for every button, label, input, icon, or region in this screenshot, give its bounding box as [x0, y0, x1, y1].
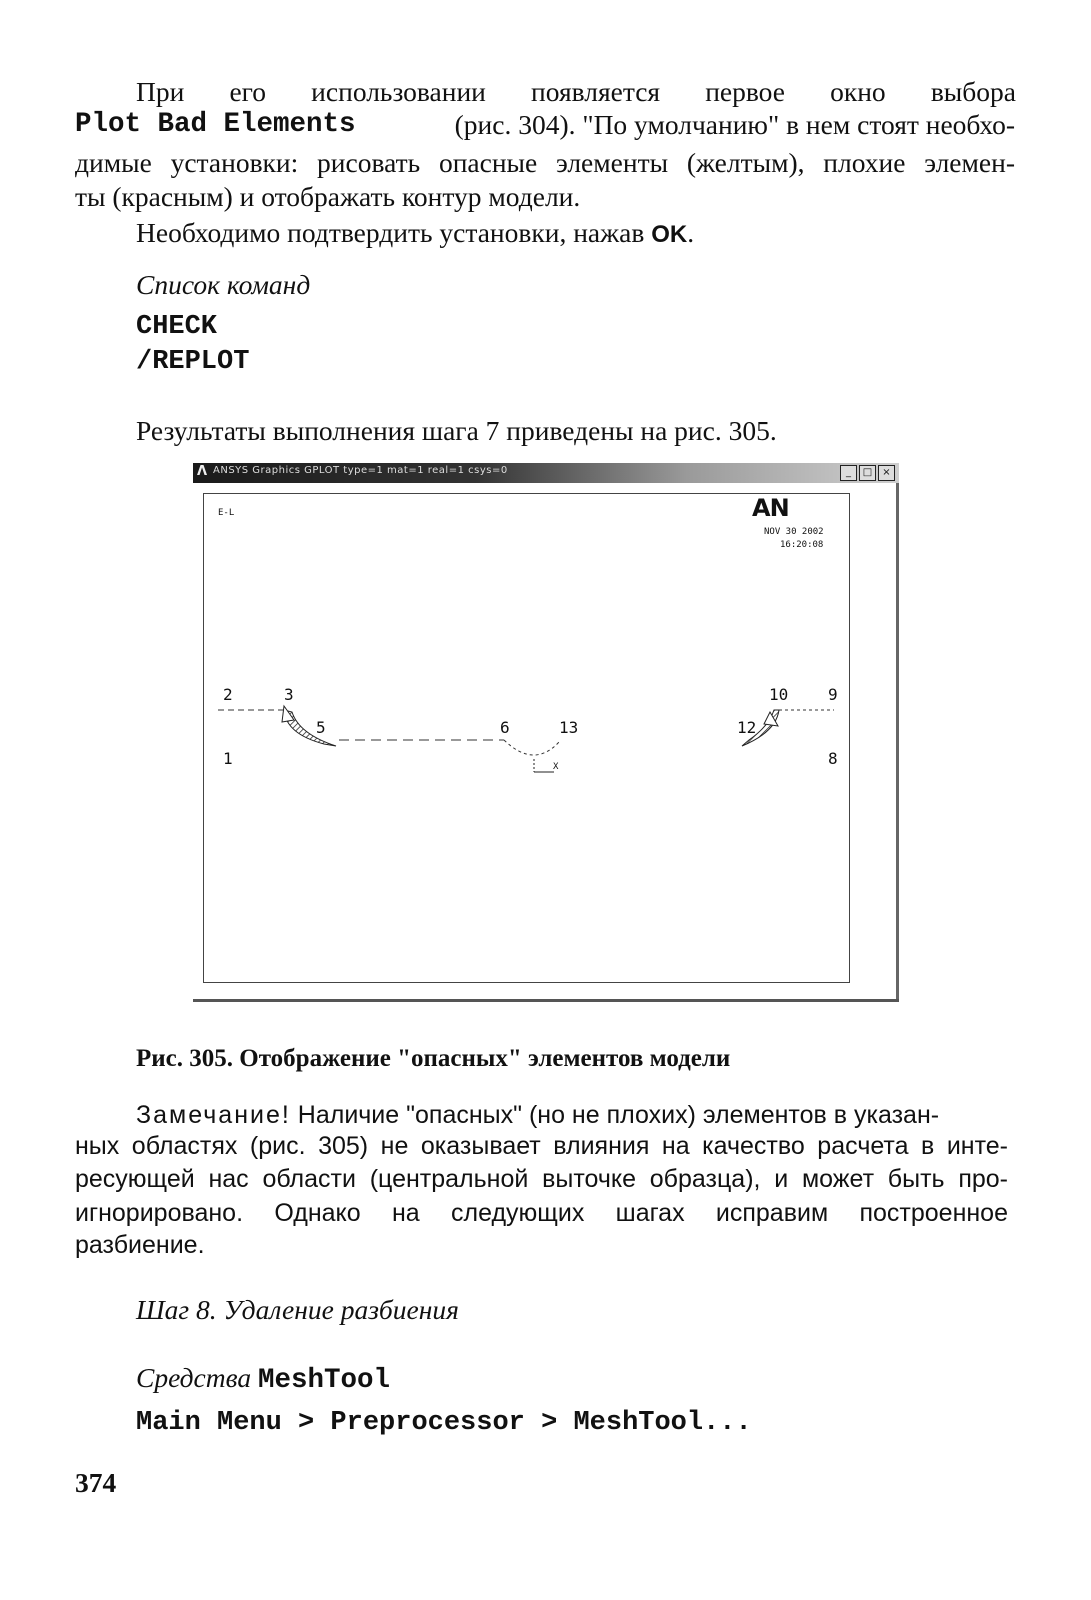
note-lead: Замечание!	[136, 1101, 291, 1129]
ok-keyword: OK	[651, 221, 688, 248]
plot-time: 16:20:08	[780, 540, 824, 550]
axis-label-x: X	[553, 762, 559, 772]
outline-notch	[504, 740, 559, 755]
commands-heading: Список команд	[136, 269, 311, 300]
paragraph-2-end: .	[687, 217, 695, 248]
node-label-10: 10	[769, 685, 789, 704]
tools-line	[136, 1361, 390, 1397]
node-label-1: 1	[223, 749, 233, 768]
node-label-12: 12	[737, 718, 757, 737]
ansys-brand-logo: AN	[752, 494, 789, 522]
ansys-logo-icon: Λ	[197, 464, 208, 479]
node-label-9: 9	[828, 685, 838, 704]
plot-label: E-L	[218, 508, 235, 518]
paragraph-1-line-4: ты (красным) и отображать контур модели.	[75, 181, 581, 212]
note-line-3: ресующей нас области (центральной выточке образца), и может быть про-	[75, 1165, 1008, 1193]
paragraph-2-text: Необходимо подтвердить установки, нажав	[136, 217, 652, 248]
step-heading: Шаг 8. Удаление разбиения	[136, 1294, 459, 1325]
paragraph-1-line-2-rest: (рис. 304). "По умолчанию" в нем стоят необхо-	[454, 109, 1015, 140]
note-line-5: разбиение.	[75, 1231, 205, 1259]
note-line-4: игнорировано. Однако на следующих шагах исправим построенное	[75, 1199, 1008, 1227]
maximize-button[interactable]: □	[859, 465, 876, 481]
plot-date: NOV 30 2002	[764, 527, 824, 537]
minimize-button[interactable]: _	[840, 465, 857, 481]
window-title: ANSYS Graphics GPLOT type=1 mat=1 real=1 csys=0	[213, 465, 508, 476]
graphics-area[interactable]	[203, 493, 850, 983]
note-line-1-text: Наличие "опасных" (но не плохих) элементов в указан-	[290, 1101, 940, 1129]
figure-caption: Рис. 305. Отображение "опасных" элементов модели	[136, 1045, 731, 1072]
ansys-graphics-window	[193, 463, 899, 1005]
node-label-5: 5	[316, 718, 326, 737]
window-right-edge	[896, 483, 899, 1002]
node-label-8: 8	[828, 749, 838, 768]
paragraph-1-line-2	[75, 108, 1015, 141]
tools-label: Средства	[136, 1362, 252, 1393]
command-check: CHECK	[136, 312, 218, 342]
node-label-2: 2	[223, 685, 233, 704]
mesh-drawing	[204, 494, 849, 982]
paragraph-1-line-3: димые установки: рисовать опасные элементы (желтым), плохие элемен-	[75, 147, 1015, 178]
command-replot: /REPLOT	[136, 347, 250, 377]
code-plot-bad-elements: Plot Bad Elements	[75, 109, 356, 140]
hazard-element-left	[284, 710, 336, 746]
node-label-13: 13	[559, 718, 579, 737]
window-titlebar[interactable]	[193, 463, 899, 483]
tools-name: MeshTool	[257, 1365, 390, 1396]
menu-path: Main Menu > Preprocessor > MeshTool...	[136, 1408, 752, 1438]
note-line-2: ных областях (рис. 305) не оказывает влияния на качество расчета в инте-	[75, 1132, 1008, 1160]
window-buttons	[840, 465, 895, 481]
window-bottom-edge	[193, 999, 899, 1002]
node-label-6: 6	[500, 718, 510, 737]
close-button[interactable]: ×	[878, 465, 895, 481]
node-label-3: 3	[284, 685, 294, 704]
paragraph-1-line-1: При его использовании появляется первое окно выбора	[136, 76, 1016, 107]
page-number: 374	[75, 1467, 117, 1498]
note-line-1	[136, 1100, 1008, 1131]
results-text: Результаты выполнения шага 7 приведены на рис. 305.	[136, 415, 777, 446]
paragraph-2	[136, 216, 694, 251]
